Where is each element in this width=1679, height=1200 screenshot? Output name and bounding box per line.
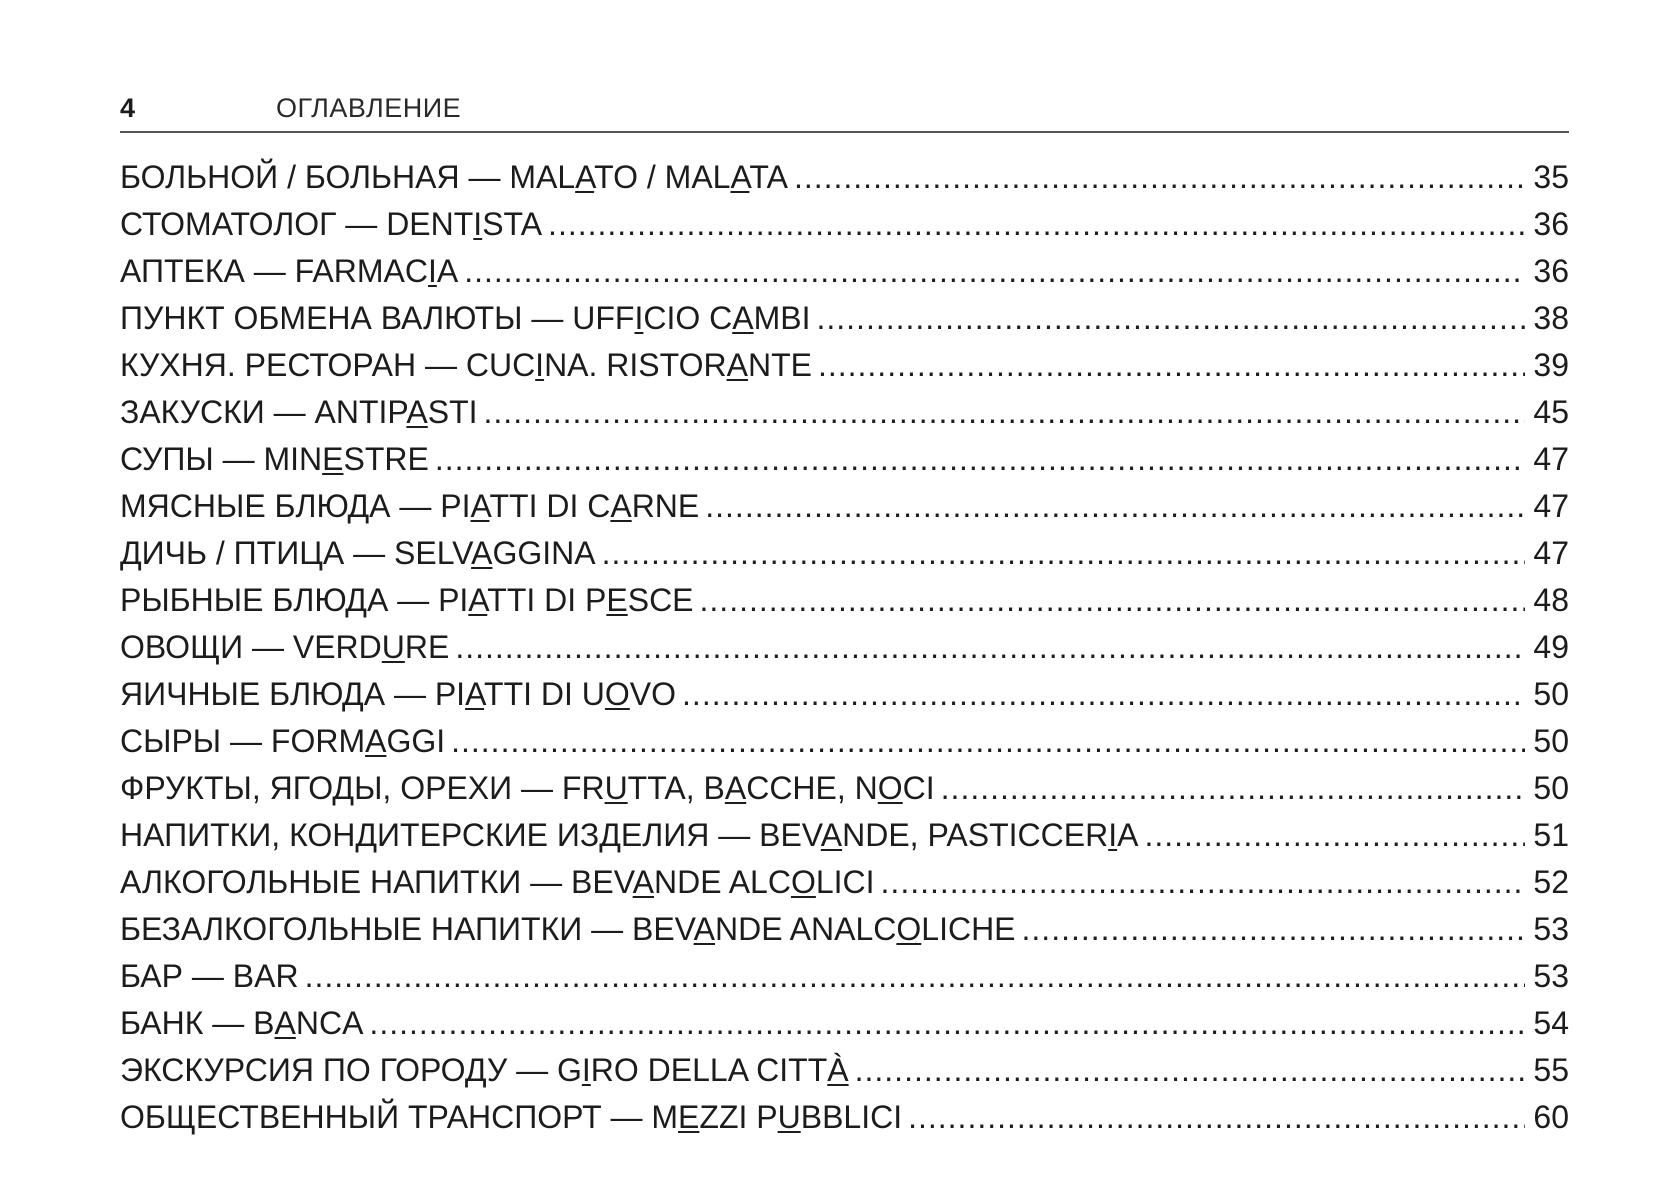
stress-mark: O <box>877 770 903 806</box>
stress-mark: I <box>581 1052 591 1088</box>
dot-leader <box>941 765 1525 812</box>
stress-mark: A <box>365 723 387 759</box>
stress-mark: A <box>406 394 428 430</box>
toc-entry-page: 36 <box>1533 206 1569 242</box>
header-rule <box>120 131 1569 133</box>
toc-entry <box>120 765 1569 812</box>
stress-mark: E <box>322 441 344 477</box>
toc-entry-title: БЕЗАЛКОГОЛЬНЫЕ НАПИТКИ — BEVANDE ANALCOLICHE <box>120 911 1016 947</box>
toc-entry-page: 50 <box>1533 676 1569 712</box>
dot-leader <box>451 718 1525 765</box>
dot-leader <box>602 530 1525 577</box>
toc-entry-title: КУХНЯ. РЕСТОРАН — CUCINA. RISTORANTE <box>120 347 812 383</box>
stress-mark: I <box>427 253 437 289</box>
toc-entry <box>120 483 1569 530</box>
stress-mark: A <box>820 817 843 853</box>
dot-leader <box>700 577 1525 624</box>
stress-mark: A <box>730 159 750 195</box>
toc-entry-title: МЯСНЫЕ БЛЮДА — PIATTI DI CARNE <box>120 488 700 524</box>
stress-mark: A <box>575 159 595 195</box>
toc-entry-title: БАР — BAR <box>120 958 299 994</box>
toc-entry <box>120 248 1569 295</box>
running-title: ОГЛАВЛЕНИЕ <box>276 92 462 123</box>
toc-entry-title: БОЛЬНОЙ / БОЛЬНАЯ — MALATO / MALATA <box>120 159 788 195</box>
page-number: 4 <box>120 92 136 123</box>
toc-entry-title: ЯИЧНЫЕ БЛЮДА — PIATTI DI UOVO <box>120 676 677 712</box>
dot-leader <box>682 671 1525 718</box>
toc-entry-title: ОВОЩИ — VERDURE <box>120 629 450 665</box>
toc-entry <box>120 906 1569 953</box>
toc-entry <box>120 436 1569 483</box>
stress-mark: A <box>470 488 490 524</box>
toc-entry-title: ДИЧЬ / ПТИЦА — SELVAGGINA <box>120 535 596 571</box>
toc-entry-title: АПТЕКА — FARMACIA <box>120 253 459 289</box>
dot-leader <box>1022 906 1525 953</box>
toc-entry-page: 38 <box>1533 300 1569 336</box>
dot-leader <box>369 1000 1525 1047</box>
toc-entry-title: БАНК — BANCA <box>120 1005 364 1041</box>
stress-mark: E <box>606 582 628 618</box>
toc-entry <box>120 201 1569 248</box>
toc-entry-page: 50 <box>1533 770 1569 806</box>
stress-mark: O <box>604 676 630 712</box>
toc-entry <box>120 1047 1569 1094</box>
stress-mark: A <box>465 676 485 712</box>
stress-mark: A <box>468 582 488 618</box>
toc-entry-page: 49 <box>1533 629 1569 665</box>
toc-entry-page: 47 <box>1533 488 1569 524</box>
toc-entry-page: 53 <box>1533 911 1569 947</box>
stress-mark: I <box>535 347 545 383</box>
toc-entry-title: ПУНКТ ОБМЕНА ВАЛЮТЫ — UFFICIO CAMBI <box>120 300 811 336</box>
stress-mark: U <box>777 1099 801 1135</box>
dot-leader <box>1144 812 1525 859</box>
dot-leader <box>435 436 1525 483</box>
toc-entry-page: 36 <box>1533 253 1569 289</box>
toc-entry-title: СТОМАТОЛОГ — DENTISTA <box>120 206 543 242</box>
toc-entry <box>120 1094 1569 1141</box>
dot-leader <box>484 389 1525 436</box>
toc-entry <box>120 530 1569 577</box>
dot-leader <box>881 859 1525 906</box>
stress-mark: A <box>632 864 655 900</box>
toc-entry-page: 51 <box>1533 817 1569 853</box>
stress-mark: O <box>790 864 816 900</box>
toc-entry-page: 35 <box>1533 159 1569 195</box>
toc-entry <box>120 718 1569 765</box>
toc-entry <box>120 859 1569 906</box>
dot-leader <box>855 1047 1525 1094</box>
toc-entry-title: ФРУКТЫ, ЯГОДЫ, ОРЕХИ — FRUTTA, BACCHE, NOCI <box>120 770 935 806</box>
page-header <box>120 88 1569 128</box>
stress-mark: O <box>896 911 922 947</box>
dot-leader <box>908 1094 1525 1141</box>
stress-mark: A <box>693 911 715 947</box>
dot-leader <box>705 483 1525 530</box>
dot-leader <box>818 342 1525 389</box>
dot-leader <box>794 154 1525 201</box>
toc-entry <box>120 295 1569 342</box>
toc-entry-page: 45 <box>1533 394 1569 430</box>
toc-entry-page: 55 <box>1533 1052 1569 1088</box>
toc-entry-page: 52 <box>1533 864 1569 900</box>
toc-entry-title: СЫРЫ — FORMAGGI <box>120 723 446 759</box>
toc-entry-page: 53 <box>1533 958 1569 994</box>
stress-mark: E <box>678 1099 700 1135</box>
dot-leader <box>305 953 1525 1000</box>
dot-leader <box>464 248 1525 295</box>
toc-entry-title: АЛКОГОЛЬНЫЕ НАПИТКИ — BEVANDE ALCOLICI <box>120 864 875 900</box>
stress-mark: A <box>732 300 754 336</box>
toc-entry <box>120 342 1569 389</box>
toc-entry-title: СУПЫ — MINESTRE <box>120 441 429 477</box>
toc-entry-title: ЗАКУСКИ — ANTIPASTI <box>120 394 478 430</box>
toc-entry <box>120 624 1569 671</box>
stress-mark: A <box>726 347 748 383</box>
toc-entry-page: 60 <box>1533 1099 1569 1135</box>
toc-entry-title: РЫБНЫЕ БЛЮДА — PIATTI DI PESCE <box>120 582 694 618</box>
stress-mark: À <box>827 1052 849 1088</box>
stress-mark: I <box>634 300 644 336</box>
toc-entry-page: 47 <box>1533 535 1569 571</box>
dot-leader <box>548 201 1525 248</box>
toc-entry <box>120 1000 1569 1047</box>
toc-entry-title: ОБЩЕСТВЕННЫЙ ТРАНСПОРТ — MEZZI PUBBLICI <box>120 1099 903 1135</box>
dot-leader <box>816 295 1525 342</box>
stress-mark: A <box>274 1005 296 1041</box>
stress-mark: U <box>381 629 405 665</box>
stress-mark: A <box>471 535 493 571</box>
stress-mark: A <box>610 488 632 524</box>
stress-mark: I <box>473 206 483 242</box>
toc-entry <box>120 389 1569 436</box>
toc-entry <box>120 154 1569 201</box>
toc-entry-page: 47 <box>1533 441 1569 477</box>
toc-entry-page: 54 <box>1533 1005 1569 1041</box>
toc-entry <box>120 671 1569 718</box>
stress-mark: A <box>724 770 747 806</box>
toc-entry-page: 39 <box>1533 347 1569 383</box>
toc-entry-page: 50 <box>1533 723 1569 759</box>
stress-mark: I <box>1108 817 1118 853</box>
stress-mark: U <box>604 770 628 806</box>
toc-entry <box>120 953 1569 1000</box>
toc-entry-title: ЭКСКУРСИЯ ПО ГОРОДУ — GIRO DELLA CITTÀ <box>120 1052 849 1088</box>
toc-entry-page: 48 <box>1533 582 1569 618</box>
toc-entry <box>120 577 1569 624</box>
table-of-contents <box>120 154 1569 1141</box>
toc-entry <box>120 812 1569 859</box>
toc-entry-title: НАПИТКИ, КОНДИТЕРСКИЕ ИЗДЕЛИЯ — BEVANDE, PASTICCERIA <box>120 817 1139 853</box>
dot-leader <box>455 624 1525 671</box>
